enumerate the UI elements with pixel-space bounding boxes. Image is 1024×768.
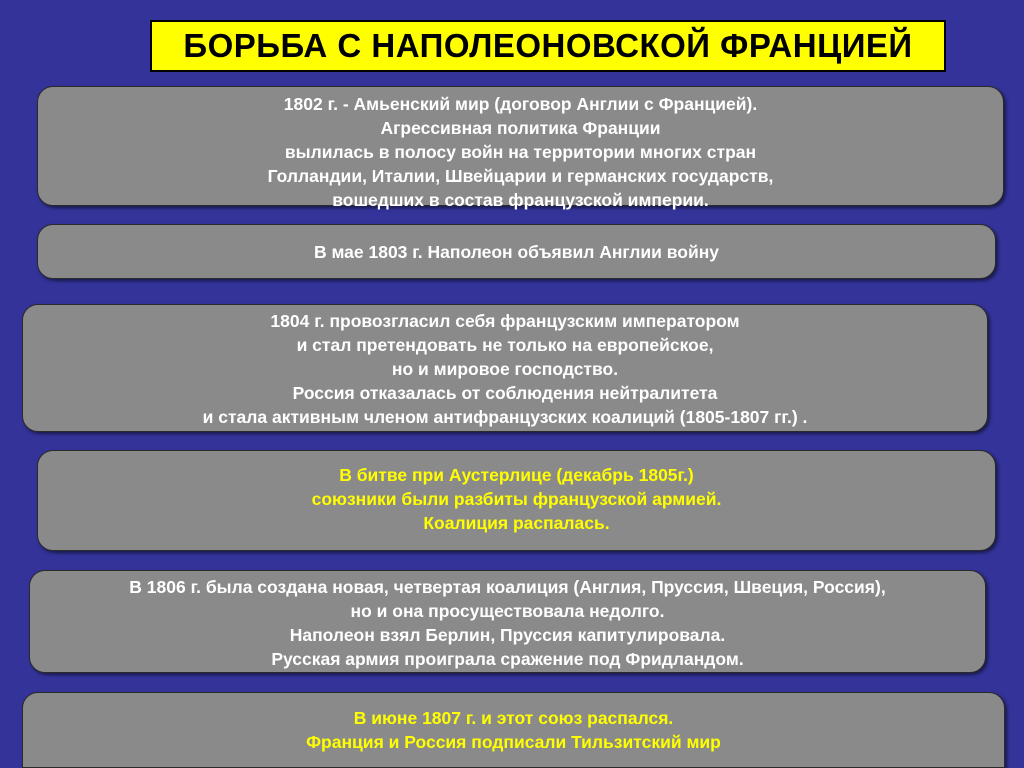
text-card-tilsit-peace <box>22 692 1005 768</box>
card-line: но и она просуществовала недолго. <box>350 601 665 621</box>
card-line: Русская армия проиграла сражение под Фридландом. <box>271 649 744 669</box>
card-line: 1802 г. - Амьенский мир (договор Англии с Францией). <box>283 94 758 114</box>
card-line: союзники были разбиты французской армией. <box>311 489 722 509</box>
card-line: В мае 1803 г. Наполеон объявил Англии войну <box>313 241 720 262</box>
text-card-austerlitz <box>37 450 996 551</box>
card-line: Голландии, Италии, Швейцарии и германских государств, <box>267 166 774 186</box>
card-line: 1804 г. провозгласил себя французским императором <box>270 311 740 331</box>
card-line: но и мировое господство. <box>391 359 619 379</box>
card-line: и стал претендовать не только на европейское, <box>296 335 714 355</box>
card-line: Франция и Россия подписали Тильзитский мир <box>306 732 721 752</box>
card-line: вылилась в полосу войн на территории многих стран <box>284 142 757 162</box>
card-line: Агрессивная политика Франции <box>380 118 661 138</box>
card-line: и стала активным членом антифранцузских коалиций (1805-1807 гг.) . <box>202 407 808 427</box>
text-card-emperor <box>22 304 988 432</box>
card-line: В июне 1807 г. и этот союз распался. <box>353 708 674 728</box>
card-line: В 1806 г. была создана новая, четвертая коалиция (Англия, Пруссия, Швеция, Россия), <box>129 577 886 597</box>
text-card-amiens-peace <box>37 86 1004 210</box>
card-line: вошедших в состав французской империи. <box>332 190 709 210</box>
card-line: Россия отказалась от соблюдения нейтралитета <box>292 383 718 403</box>
text-card-war-declaration <box>37 224 996 279</box>
title-banner <box>150 20 946 72</box>
card-line: Коалиция распалась. <box>423 513 610 533</box>
card-line: В битве при Аустерлице (декабрь 1805г.) <box>339 465 694 485</box>
card-line: Наполеон взял Берлин, Пруссия капитулировала. <box>289 625 726 645</box>
page-title: БОРЬБА С НАПОЛЕОНОВСКОЙ ФРАНЦИЕЙ <box>183 27 913 64</box>
text-card-fourth-coalition <box>29 570 986 673</box>
